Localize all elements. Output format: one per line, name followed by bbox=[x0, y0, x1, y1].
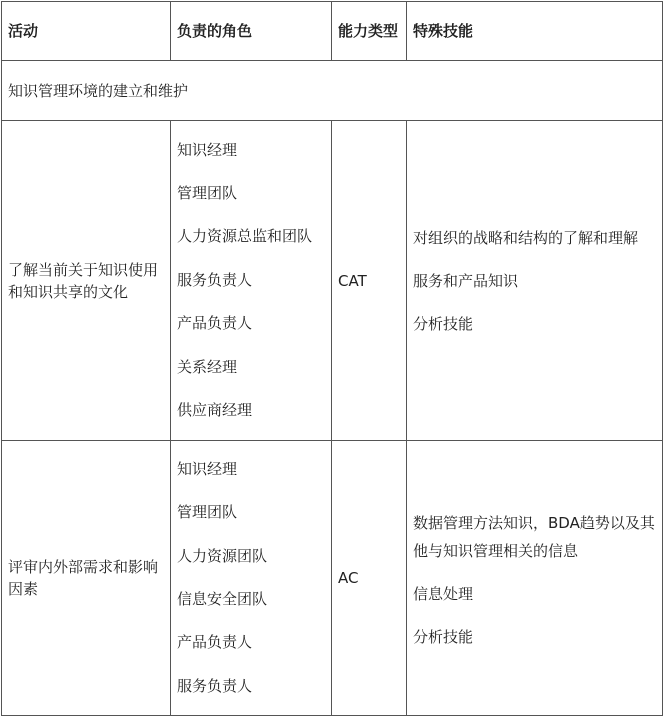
section-title: 知识管理环境的建立和维护 bbox=[2, 61, 663, 121]
skill-item: 对组织的战略和结构的了解和理解 bbox=[413, 228, 639, 247]
skill-item: 数据管理方法知识，BDA趋势以及其他与知识管理相关的信息 bbox=[413, 513, 655, 560]
role-item: 产品负责人 bbox=[177, 633, 253, 652]
role-item: 人力资源总监和团队 bbox=[177, 227, 313, 246]
skill-item: 信息处理 bbox=[413, 584, 474, 603]
header-activity: 活动 bbox=[2, 2, 171, 61]
section-row bbox=[2, 61, 663, 121]
header-roles: 负责的角色 bbox=[171, 2, 332, 61]
table-header-row bbox=[2, 2, 663, 61]
skills-table bbox=[1, 1, 663, 716]
skills-cell bbox=[407, 121, 663, 441]
table-row bbox=[2, 441, 663, 716]
activity-cell: 评审内外部需求和影响因素 bbox=[2, 441, 171, 716]
roles-cell bbox=[171, 121, 332, 441]
table-row bbox=[2, 121, 663, 441]
type-cell: CAT bbox=[332, 121, 407, 441]
skill-item: 分析技能 bbox=[413, 627, 474, 646]
role-item: 管理团队 bbox=[177, 184, 238, 203]
roles-cell bbox=[171, 441, 332, 716]
role-item: 信息安全团队 bbox=[177, 590, 268, 608]
role-item: 知识经理 bbox=[177, 140, 238, 159]
activity-cell: 了解当前关于知识使用和知识共享的文化 bbox=[2, 121, 171, 441]
role-item: 关系经理 bbox=[177, 357, 238, 376]
skill-item: 服务和产品知识 bbox=[413, 271, 519, 290]
role-item: 管理团队 bbox=[177, 503, 238, 522]
header-skills: 特殊技能 bbox=[407, 2, 663, 61]
header-type: 能力类型 bbox=[332, 2, 407, 61]
role-item: 人力资源团队 bbox=[177, 546, 268, 565]
skill-item: 分析技能 bbox=[413, 314, 474, 333]
type-cell: AC bbox=[332, 441, 407, 716]
role-item: 服务负责人 bbox=[177, 676, 253, 695]
skills-cell bbox=[407, 441, 663, 716]
role-item: 产品负责人 bbox=[177, 314, 253, 333]
role-item: 服务负责人 bbox=[177, 270, 253, 289]
role-item: 供应商经理 bbox=[177, 400, 253, 419]
role-item: 知识经理 bbox=[177, 459, 238, 478]
